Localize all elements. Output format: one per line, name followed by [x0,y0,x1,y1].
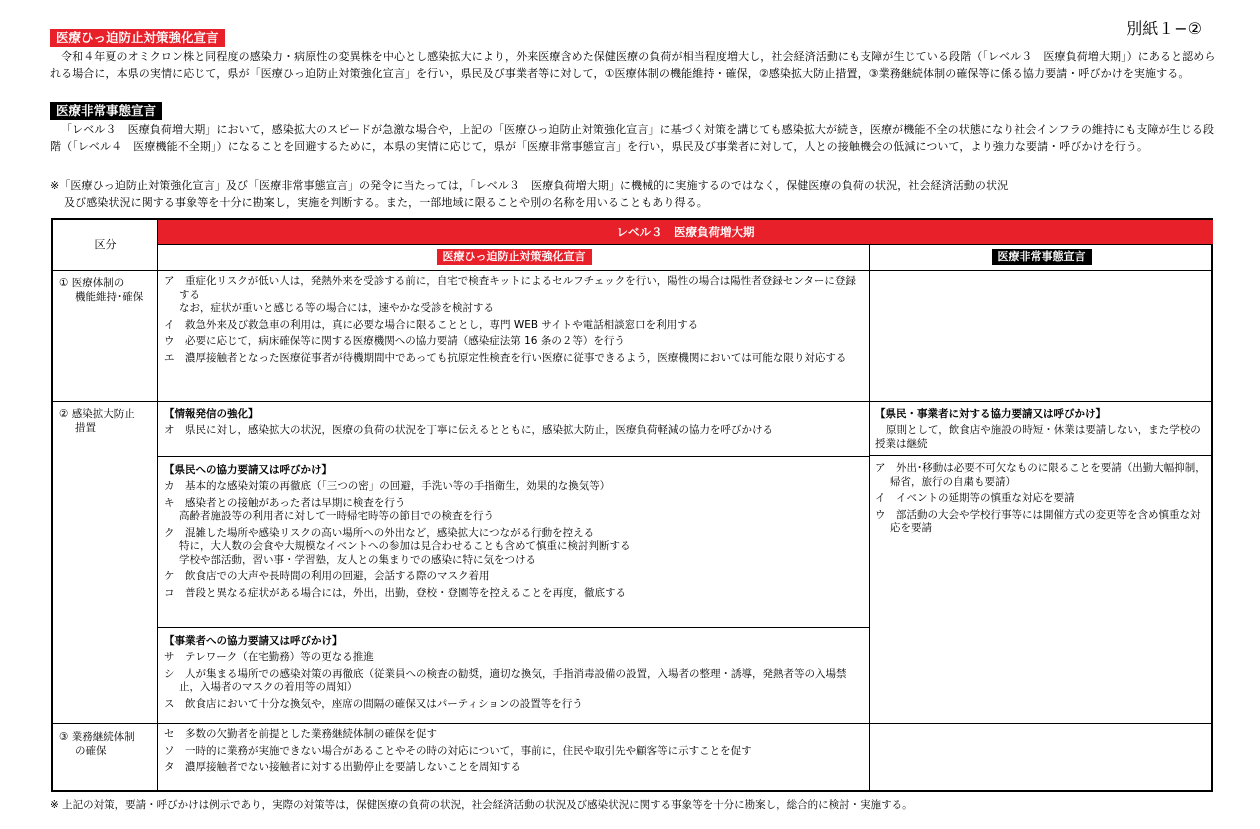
list-item: コ 普段と異なる症状がある場合には，外出，出勤，登校・登園等を控えることを再度，徹底する [164,586,626,599]
section-emergency-declaration [50,102,1220,155]
list-item: オ 県民に対し，感染拡大の状況，医療の負荷の状況を丁寧に伝えるとともに，感染拡大防止，医療負荷軽減の協力を呼びかける [164,424,773,436]
list-item: カ 基本的な感染対策の再徹底（「三つの密」の回避，手洗い等の手指衛生，効果的な換気等） [164,480,611,492]
measure-text: 学校や部活動，習い事・学習塾，友人との集まりでの感染に特に気をつける [179,553,536,566]
enhancement-declaration-badge: 医療ひっ迫防止対策強化宣言 [50,29,225,47]
list-item: セ 多数の欠勤者を前提とした業務継続体制の確保を促す [164,728,437,740]
category-number: ① [59,277,69,289]
grid-line [158,456,870,457]
list-item [164,527,864,568]
column-header-emergency [870,244,1213,270]
category-label: 医療体制の [71,277,125,289]
grid-line [158,244,1213,245]
subsection-heading: 【情報発信の強化】 [164,408,259,420]
row3-business-continuity [164,728,864,778]
divider [869,455,1213,456]
category-business-continuity [59,730,135,758]
measure-text: ク 混雑した場所や感染リスクの高い場所への外出など，感染拡大につながる行動を控える [164,526,595,539]
category-label: 機能維持･確保 [75,291,144,303]
level-band: レベル３ 医療負荷増大期 [158,220,1213,244]
category-number: ③ [59,731,69,743]
list-item: タ 濃厚接触者でない接触者に対する出勤停止を要請しないことを周知する [164,761,521,773]
emergency-declaration-text: 「レベル３ 医療負荷増大期」において，感染拡大のスピードが急激な場合や，上記の「医療ひっ迫防止対策強化宣言」に基づく対策を講じても感染拡大が続き，医療が機能不全の状態になり社会インフラの維持にも支障が生じる段階（「レベル４ 医療機能不全期」）になることを回避するために，本県の実情に応じて，県が「医療非常事態宣言」を行い，県民及び事業者に対して，人との接触機会の低減について，より強力な要請・呼びかけを行う。 [50,123,1215,153]
list-item: エ 濃厚接触者となった医療従事者が待機期間中であっても抗原定性検査を行い医療に従事できるよう，医療機関においては可能な限り対応する [164,351,847,364]
list-item [164,497,864,524]
enhancement-declaration-text: 令和４年夏のオミクロン株と同程度の感染力・病原性の変異株を中心とし感染拡大により，外来医療含めた保健医療の負荷が相当程度増大し，社会経済活動にも支障が生じている段階（「レベル３ 医療負荷増大期」）にあると認められる場合に，本県の実情に応じて，県が「医療ひっ迫防止対策強化宣言」を行い，県民及び事業者等に対して，①医療体制の機能維持・確保，②感染拡大防止措置，③業務継続体制の確保等に係る協力要請・呼びかけを実施する。 [50,50,1216,80]
measure-text: ア 重症化リスクが低い人は，発熱外来を受診する前に，自宅で検査キットによるセルフチェックを行い，陽性の場合は陽性者登録センターに登録する [164,275,856,301]
emergency-declaration-badge: 医療非常事態宣言 [50,102,162,120]
declaration-note-line1: ※「医療ひっ迫防止対策強化宣言」及び「医療非常事態宣言」の発令に当たっては，「レベル３ 医療負荷増大期」に機械的に実施するのではなく，保健医療の負荷の状況，社会経済活動の状況 [50,179,1009,192]
list-item: イ 救急外来及び救急車の利用は，真に必要な場合に限ることとし，専門 WEB サイトや電話相談窓口を利用する [164,318,699,331]
column-header-enhancement-badge: 医療ひっ迫防止対策強化宣言 [437,249,592,265]
subsection-heading: 【事業者への協力要請又は呼びかけ】 [164,635,343,647]
list-item: ウ 部活動の大会や学校行事等には開催方式の変更等を含め慎重な対応を要請 [875,508,1201,534]
measure-text: なお，症状が重いと感じる等の場合には，速やかな受診を検討する [179,302,494,314]
section-enhancement-declaration [50,29,1220,82]
grid-line [158,627,870,628]
measure-text: キ 感染者との接触があった者は早期に検査を行う [164,496,406,509]
grid-line [53,723,1213,724]
list-item [164,275,864,316]
column-header-category: 区分 [94,238,117,251]
page-label: 別紙１−② [1126,19,1202,38]
declaration-note [50,178,1220,211]
column-header-enhancement [158,244,870,270]
list-item: シ 人が集まる場所での感染対策の再徹底（従業員への検査の勧奨，適切な換気，手指消毒設備の設置，入場者の整理・誘導，発熱者等の入場禁止，入場者のマスクの着用等の周知） [164,667,847,693]
row1-enhancement-measures [164,275,864,368]
list-item: 原則として，飲食店や施設の時短・休業は要請しない，また学校の授業は継続 [875,424,1201,450]
row2-emergency-measures [875,406,1207,539]
category-number: ② [59,408,69,420]
category-medical-system [59,276,143,304]
row2-info-dissemination [164,406,864,441]
measure-text: 高齢者施設等の利用者に対して一時帰宅時等の節目での検査を行う [179,510,494,522]
column-header-emergency-badge: 医療非常事態宣言 [992,249,1092,265]
list-item: ソ 一時的に業務が実施できない場合があることやその時の対応について，事前に，住民や取引先や顧客等に示すことを促す [164,744,752,757]
grid-line [869,244,870,792]
row2-business-requests [164,633,864,714]
category-infection-prevention [59,407,135,435]
subsection-heading: 【県民への協力要請又は呼びかけ】 [164,464,332,476]
list-item: ア 外出･移動は必要不可欠なものに限ることを要請（出勤大幅抑制，帰省，旅行の自粛も要請） [875,462,1206,488]
grid-line [157,220,158,792]
row2-citizen-requests [164,462,864,603]
measure-text: 特に，大人数の会食や大規模なイベントへの参加は見合わせることも含めて慎重に検討判断する [179,540,631,552]
grid-line [53,270,1213,271]
list-item: イ イベントの延期等の慎重な対応を要請 [875,492,1075,504]
category-label: 業務継続体制 [71,731,135,743]
subsection-heading: 【県民・事業者に対する協力要請又は呼びかけ】 [875,408,1106,420]
list-item: ス 飲食店において十分な換気や，座席の間隔の確保又はパーティションの設置等を行う [164,697,583,710]
footer-note: ※ 上記の対策，要請・呼びかけは例示であり，実際の対策等は，保健医療の負荷の状況，社会経済活動の状況及び感染状況に関する事象等を十分に勘案し，総合的に検討・実施する。 [50,799,913,811]
list-item: サ テレワーク（在宅勤務）等の更なる推進 [164,651,374,663]
measures-table [51,218,1213,792]
grid-line [53,401,1213,402]
list-item: ケ 飲食店での大声や長時間の利用の回避，会話する際のマスク着用 [164,570,490,582]
list-item: ウ 必要に応じて，病床確保等に関する医療機関への協力要請（感染症法第 16 条の２等）を行う [164,335,625,347]
category-label: の確保 [75,745,107,757]
declaration-note-line2: 及び感染状況に関する事象等を十分に勘案し，実施を判断する。また，一部地域に限ることや別の名称を用いることもあり得る。 [64,195,708,209]
category-label: 感染拡大防止 [71,408,135,420]
category-label: 措置 [75,422,96,434]
